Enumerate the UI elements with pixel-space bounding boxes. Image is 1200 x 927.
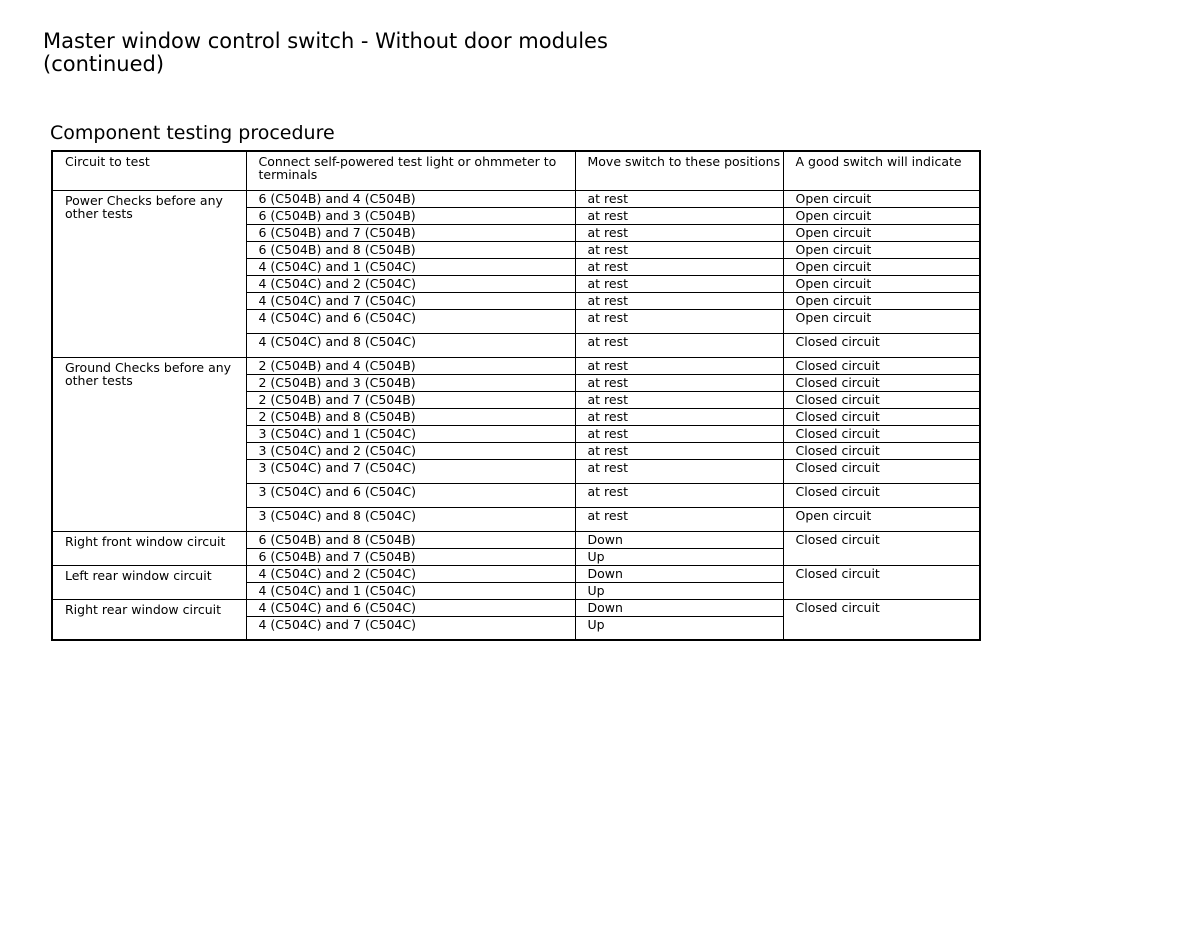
position-cell: at rest (575, 425, 783, 442)
result-cell: Closed circuit (783, 565, 980, 599)
terminals-cell: 4 (C504C) and 7 (C504C) (246, 616, 575, 640)
page-title-line-1: Master window control switch - Without door modules (43, 29, 608, 53)
result-cell: Closed circuit (783, 357, 980, 374)
result-cell: Closed circuit (783, 483, 980, 507)
group-right-rear-window: Right rear window circuit (52, 599, 246, 640)
terminals-cell: 6 (C504B) and 3 (C504B) (246, 207, 575, 224)
terminals-cell: 2 (C504B) and 4 (C504B) (246, 357, 575, 374)
terminals-cell: 6 (C504B) and 7 (C504B) (246, 224, 575, 241)
terminals-cell: 4 (C504C) and 1 (C504C) (246, 258, 575, 275)
header-indicate: A good switch will indicate (783, 151, 980, 190)
position-cell: at rest (575, 224, 783, 241)
position-cell: at rest (575, 459, 783, 483)
terminals-cell: 3 (C504C) and 2 (C504C) (246, 442, 575, 459)
position-cell: at rest (575, 309, 783, 333)
position-cell: at rest (575, 275, 783, 292)
result-cell: Closed circuit (783, 459, 980, 483)
terminals-cell: 2 (C504B) and 7 (C504B) (246, 391, 575, 408)
terminals-cell: 6 (C504B) and 8 (C504B) (246, 531, 575, 548)
terminals-cell: 4 (C504C) and 2 (C504C) (246, 565, 575, 582)
position-cell: at rest (575, 483, 783, 507)
result-cell: Open circuit (783, 224, 980, 241)
position-cell: at rest (575, 507, 783, 531)
terminals-cell: 3 (C504C) and 1 (C504C) (246, 425, 575, 442)
table-row (52, 531, 980, 548)
position-cell: at rest (575, 357, 783, 374)
terminals-cell: 4 (C504C) and 7 (C504C) (246, 292, 575, 309)
terminals-cell: 6 (C504B) and 8 (C504B) (246, 241, 575, 258)
position-cell: at rest (575, 374, 783, 391)
result-cell: Closed circuit (783, 333, 980, 357)
terminals-cell: 6 (C504B) and 7 (C504B) (246, 548, 575, 565)
table-row (52, 565, 980, 582)
position-cell: Down (575, 565, 783, 582)
result-cell: Open circuit (783, 190, 980, 207)
table-row (52, 357, 980, 374)
table-row (52, 599, 980, 616)
terminals-cell: 3 (C504C) and 8 (C504C) (246, 507, 575, 531)
terminals-cell: 2 (C504B) and 8 (C504B) (246, 408, 575, 425)
page-title (43, 30, 743, 76)
header-circuit: Circuit to test (52, 151, 246, 190)
result-cell: Closed circuit (783, 531, 980, 565)
position-cell: Up (575, 616, 783, 640)
table-row (52, 190, 980, 207)
terminals-cell: 2 (C504B) and 3 (C504B) (246, 374, 575, 391)
result-cell: Closed circuit (783, 442, 980, 459)
terminals-cell: 3 (C504C) and 7 (C504C) (246, 459, 575, 483)
result-cell: Open circuit (783, 275, 980, 292)
result-cell: Open circuit (783, 309, 980, 333)
result-cell: Closed circuit (783, 425, 980, 442)
group-power-checks: Power Checks before any other tests (52, 190, 246, 357)
position-cell: at rest (575, 190, 783, 207)
table-header-row (52, 151, 980, 190)
result-cell: Open circuit (783, 507, 980, 531)
position-cell: at rest (575, 333, 783, 357)
header-connect: Connect self-powered test light or ohmmeter to terminals (246, 151, 575, 190)
position-cell: Up (575, 548, 783, 565)
result-cell: Closed circuit (783, 408, 980, 425)
terminals-cell: 4 (C504C) and 1 (C504C) (246, 582, 575, 599)
position-cell: Down (575, 599, 783, 616)
position-cell: at rest (575, 408, 783, 425)
terminals-cell: 4 (C504C) and 6 (C504C) (246, 309, 575, 333)
section-title: Component testing procedure (50, 122, 335, 144)
result-cell: Open circuit (783, 292, 980, 309)
position-cell: at rest (575, 442, 783, 459)
result-cell: Open circuit (783, 241, 980, 258)
group-left-rear-window: Left rear window circuit (52, 565, 246, 599)
terminals-cell: 3 (C504C) and 6 (C504C) (246, 483, 575, 507)
position-cell: Up (575, 582, 783, 599)
position-cell: at rest (575, 241, 783, 258)
group-ground-checks: Ground Checks before any other tests (52, 357, 246, 531)
group-right-front-window: Right front window circuit (52, 531, 246, 565)
result-cell: Open circuit (783, 258, 980, 275)
header-move: Move switch to these positions (575, 151, 783, 190)
terminals-cell: 4 (C504C) and 6 (C504C) (246, 599, 575, 616)
position-cell: at rest (575, 391, 783, 408)
terminals-cell: 4 (C504C) and 2 (C504C) (246, 275, 575, 292)
position-cell: at rest (575, 207, 783, 224)
terminals-cell: 4 (C504C) and 8 (C504C) (246, 333, 575, 357)
page-title-line-2: (continued) (43, 52, 165, 76)
result-cell: Closed circuit (783, 391, 980, 408)
result-cell: Closed circuit (783, 374, 980, 391)
position-cell: at rest (575, 292, 783, 309)
position-cell: Down (575, 531, 783, 548)
result-cell: Open circuit (783, 207, 980, 224)
component-testing-table (51, 150, 981, 641)
position-cell: at rest (575, 258, 783, 275)
result-cell: Closed circuit (783, 599, 980, 640)
terminals-cell: 6 (C504B) and 4 (C504B) (246, 190, 575, 207)
